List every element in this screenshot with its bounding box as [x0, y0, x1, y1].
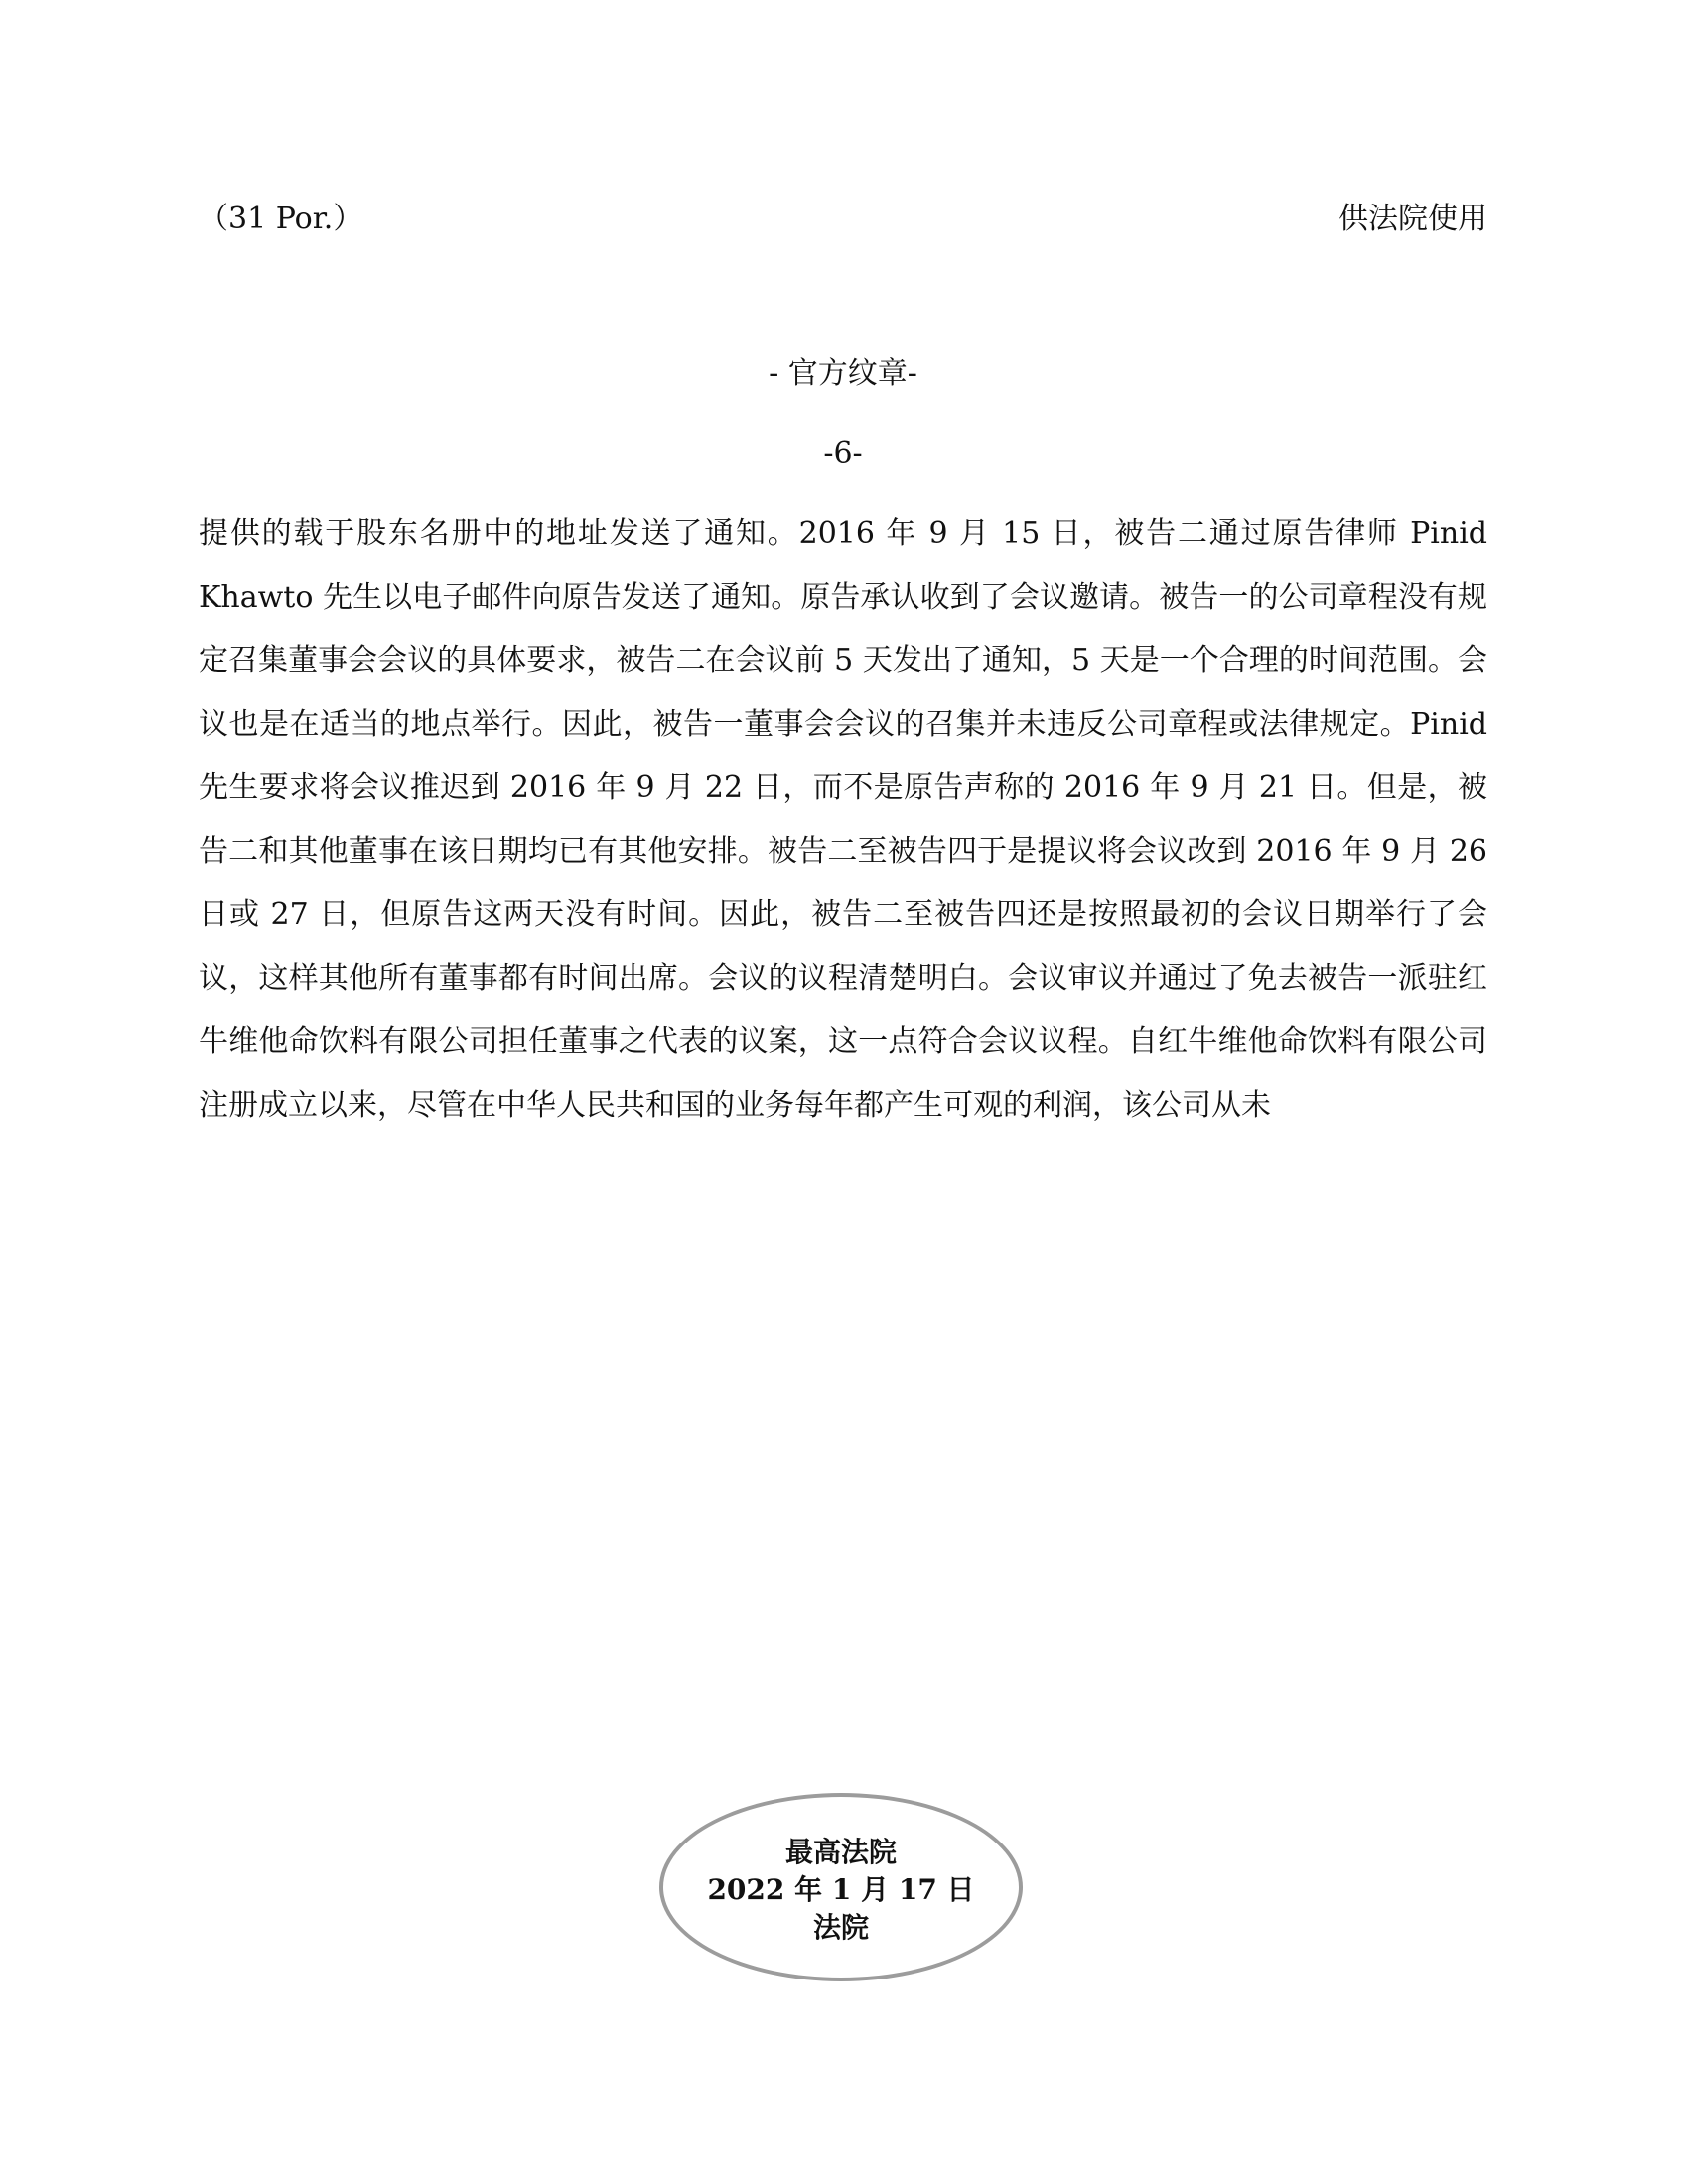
official-emblem-line: - 官方纹章-	[769, 356, 917, 391]
body-paragraph: 提供的载于股东名册中的地址发送了通知。2016 年 9 月 15 日，被告二通过原告律师 Pinid Khawto 先生以电子邮件向原告发送了通知。原告承认收到了会议邀请。被告一的公司章程没有规定召集董事会会议的具体要求，被告二在会议前 5 天发出了通知，5 天是一个合理的时间范围。会议也是在适当的地点举行。因此，被告一董事会会议的召集并未违反公司章程或法律规定。Pinid 先生要求将会议推迟到 2016 年 9 月 22 日，而不是原告声称的 2016 年 9 月 21 日。但是，被告二和其他董事在该日期均已有其他安排。被告二至被告四于是提议将会议改到 2016 年 9 月 26 日或 27 日，但原告这两天没有时间。因此，被告二至被告四还是按照最初的会议日期举行了会议，这样其他所有董事都有时间出席。会议的议程清楚明白。会议审议并通过了免去被告一派驻红牛维他命饮料有限公司担任董事之代表的议案，这一点符合会议议程。自红牛维他命饮料有限公司注册成立以来，尽管在中华人民共和国的业务每年都产生可观的利润，该公司从未	[199, 516, 1487, 1123]
case-reference: （31 Por.）	[199, 202, 363, 236]
stamp-date: 2022 年 1 月 17 日	[707, 1873, 975, 1906]
court-stamp	[659, 1793, 1023, 1981]
page-number: -6-	[823, 436, 863, 471]
stamp-court-name: 最高法院	[784, 1836, 897, 1868]
page-header	[199, 195, 1487, 244]
stamp-label: 法院	[812, 1911, 869, 1944]
court-use-label: 供法院使用	[1338, 202, 1487, 236]
